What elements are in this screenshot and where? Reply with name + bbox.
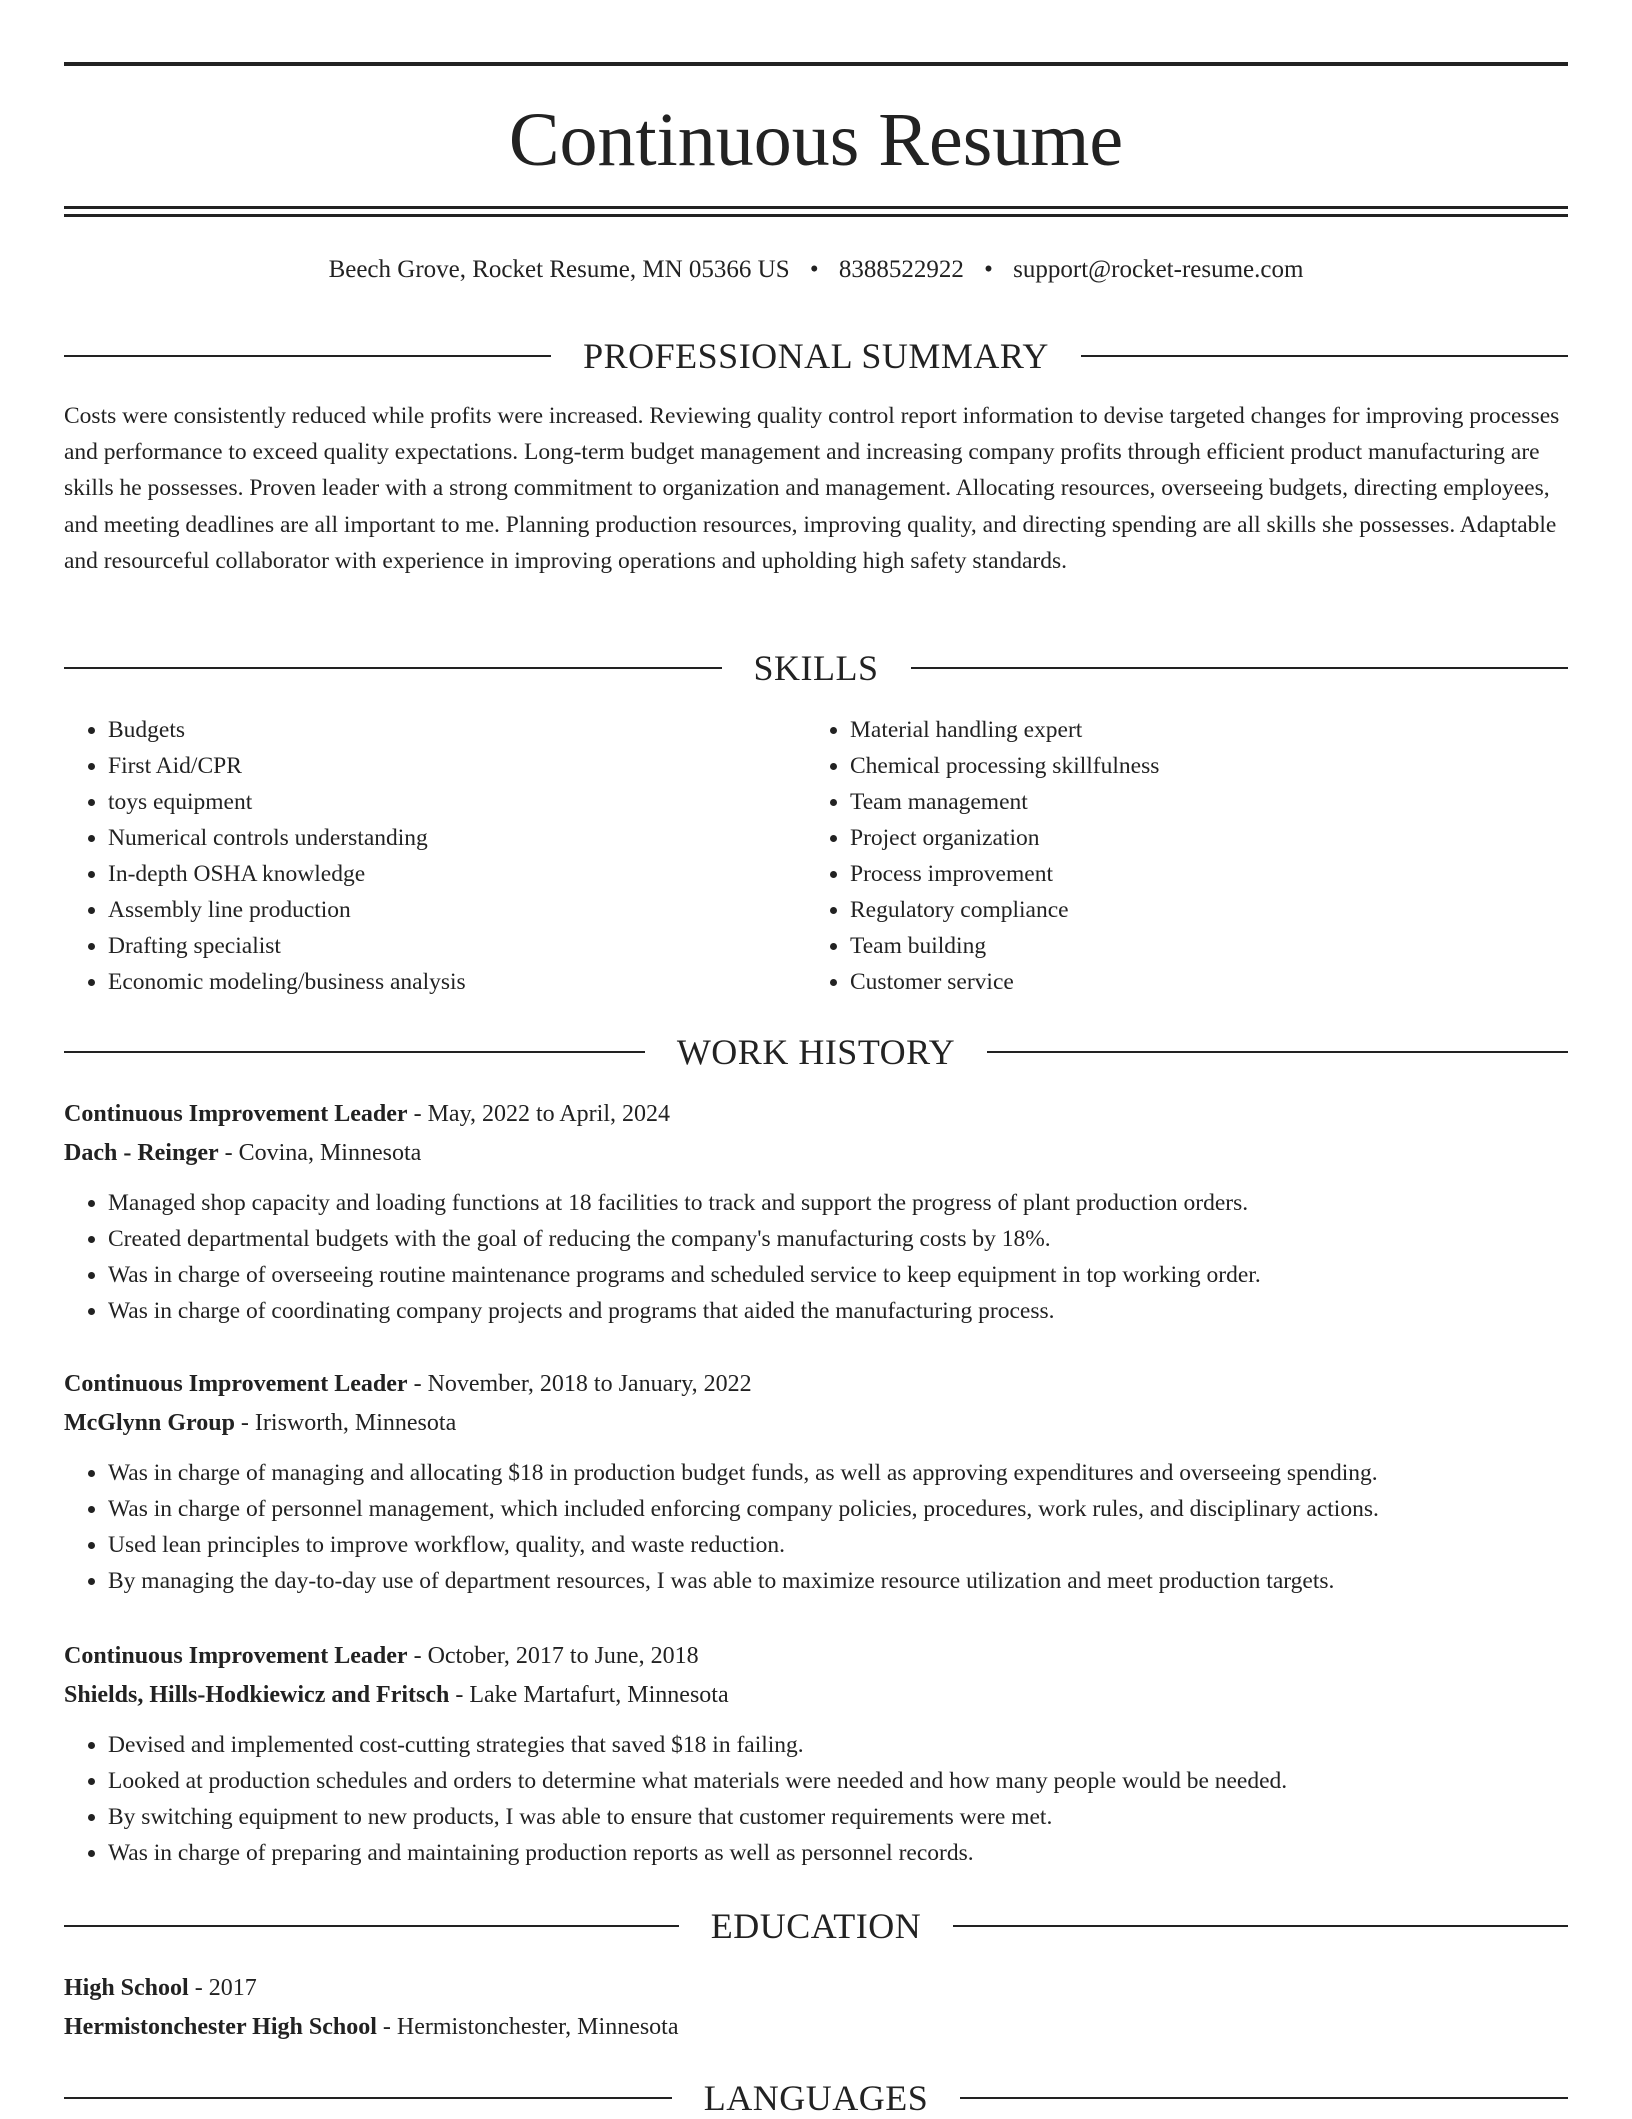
skills-list [64, 712, 1568, 1000]
section-heading-education [64, 1906, 1568, 1946]
education-degree: High School [64, 1975, 189, 2001]
job-duty: • Was in charge of managing and allocating $18 in production budget funds, as well as approving expenditures and overseeing spending. [108, 1455, 1568, 1491]
skill-item: • Budgets [108, 712, 806, 748]
education-school-line [64, 2008, 1568, 2047]
section-heading-summary [64, 336, 1568, 376]
heading-rule [64, 667, 722, 669]
job-company-line [64, 1134, 1568, 1173]
section-heading-languages [64, 2078, 1568, 2118]
job-duty: • Devised and implemented cost-cutting strategies that saved $18 in failing. [108, 1727, 1568, 1763]
skill-item: • Project organization [850, 820, 1548, 856]
heading-label: WORK HISTORY [676, 1032, 956, 1072]
skill-item: • Numerical controls understanding [108, 820, 806, 856]
heading-label: EDUCATION [710, 1906, 922, 1946]
job-duties [64, 1185, 1568, 1329]
skill-item: • Assembly line production [108, 892, 806, 928]
job-title-line [64, 1095, 1568, 1134]
job-duty: • By managing the day-to-day use of department resources, I was able to maximize resource utilization and meet production targets. [108, 1563, 1568, 1599]
section-heading-skills [64, 648, 1568, 688]
skill-item: • toys equipment [108, 784, 806, 820]
contact-email: support@rocket-resume.com [1013, 256, 1304, 283]
education-degree-line [64, 1969, 1568, 2008]
skill-item: • Team building [850, 928, 1548, 964]
job-company-line [64, 1676, 1568, 1715]
title-rule-upper [64, 206, 1568, 209]
heading-label: LANGUAGES [703, 2078, 929, 2118]
contact-phone: 8388522922 [838, 256, 964, 283]
skill-item: • Chemical processing skillfulness [850, 748, 1548, 784]
heading-rule [64, 2097, 672, 2099]
job-duty: • Was in charge of overseeing routine maintenance programs and scheduled service to keep equipment in top working order. [108, 1257, 1568, 1293]
education-location: - Hermistonchester, Minnesota [376, 2014, 679, 2040]
heading-rule [953, 1925, 1568, 1927]
job-duty: • Managed shop capacity and loading functions at 18 facilities to track and support the progress of plant production orders. [108, 1185, 1568, 1221]
job-entry [64, 1637, 1568, 1871]
job-title: Continuous Improvement Leader [64, 1371, 408, 1397]
skill-item: • Material handling expert [850, 712, 1548, 748]
skill-item: • Process improvement [850, 856, 1548, 892]
job-duty: • Was in charge of coordinating company projects and programs that aided the manufacturing process. [108, 1293, 1568, 1329]
heading-rule [987, 1051, 1568, 1053]
education-year: - 2017 [188, 1975, 257, 2001]
skill-item: • Drafting specialist [108, 928, 806, 964]
job-entry [64, 1095, 1568, 1329]
top-rule [64, 62, 1568, 66]
job-duty: • By switching equipment to new products, I was able to ensure that customer requirements were met. [108, 1799, 1568, 1835]
job-company-line [64, 1404, 1568, 1443]
job-location: - Lake Martafurt, Minnesota [449, 1682, 729, 1708]
skills-column-left [64, 712, 806, 1000]
skill-item: • Team management [850, 784, 1548, 820]
heading-rule [64, 355, 551, 357]
job-duty: • Used lean principles to improve workflow, quality, and waste reduction. [108, 1527, 1568, 1563]
contact-line [64, 256, 1568, 284]
job-dates: - November, 2018 to January, 2022 [407, 1371, 752, 1397]
education-school: Hermistonchester High School [64, 2014, 377, 2040]
heading-rule [64, 1925, 679, 1927]
heading-label: PROFESSIONAL SUMMARY [583, 336, 1049, 376]
skill-item: • Economic modeling/business analysis [108, 964, 806, 1000]
skill-item: • Regulatory compliance [850, 892, 1548, 928]
resume-title: Continuous Resume [508, 98, 1124, 182]
job-company: McGlynn Group [64, 1410, 235, 1436]
contact-address: Beech Grove, Rocket Resume, MN 05366 US [328, 256, 790, 283]
skill-item: • First Aid/CPR [108, 748, 806, 784]
job-company: Dach - Reinger [64, 1140, 219, 1166]
job-dates: - May, 2022 to April, 2024 [407, 1101, 671, 1127]
job-duty: • Created departmental budgets with the goal of reducing the company's manufacturing costs by 18%. [108, 1221, 1568, 1257]
job-location: - Covina, Minnesota [218, 1140, 422, 1166]
summary-text: Costs were consistently reduced while profits were increased. Reviewing quality control report information to devise targeted changes for improving processes and performance to exceed quality expectations. Long-term budget management and increasing company profits through efficient product manufacturing are skills he possesses. Proven leader with a strong commitment to organization and management. Allocating resources, overseeing budgets, directing employees, and meeting deadlines are all important to me. Planning production resources, improving quality, and directing spending are all skills she possesses. Adaptable and resourceful collaborator with experience in improving operations and upholding high safety standards. [64, 403, 1560, 574]
job-duty: • Was in charge of personnel management, which included enforcing company policies, procedures, work rules, and disciplinary actions. [108, 1491, 1568, 1527]
skills-column-right [806, 712, 1548, 1000]
heading-label: SKILLS [753, 648, 879, 688]
job-company: Shields, Hills-Hodkiewicz and Fritsch [64, 1682, 450, 1708]
job-title: Continuous Improvement Leader [64, 1643, 408, 1669]
contact-separator: • [809, 256, 819, 283]
contact-separator: • [984, 256, 993, 283]
job-title: Continuous Improvement Leader [64, 1101, 408, 1127]
job-duties [64, 1455, 1568, 1599]
job-duty: • Was in charge of preparing and maintaining production reports as well as personnel records. [108, 1835, 1568, 1871]
education-entry [64, 1969, 1568, 2047]
job-duty: • Looked at production schedules and orders to determine what materials were needed and how many people would be needed. [108, 1763, 1568, 1799]
job-duties [64, 1727, 1568, 1871]
heading-rule [64, 1051, 645, 1053]
skill-item: • Customer service [850, 964, 1548, 1000]
heading-rule [911, 667, 1569, 669]
job-dates: - October, 2017 to June, 2018 [407, 1643, 699, 1669]
section-heading-work-history [64, 1032, 1568, 1072]
skill-item: • In-depth OSHA knowledge [108, 856, 806, 892]
job-title-line [64, 1637, 1568, 1676]
heading-rule [960, 2097, 1568, 2099]
heading-rule [1081, 355, 1568, 357]
job-title-line [64, 1365, 1568, 1404]
title-rule-lower [64, 214, 1568, 217]
job-entry [64, 1365, 1568, 1599]
job-location: - Irisworth, Minnesota [234, 1410, 457, 1436]
